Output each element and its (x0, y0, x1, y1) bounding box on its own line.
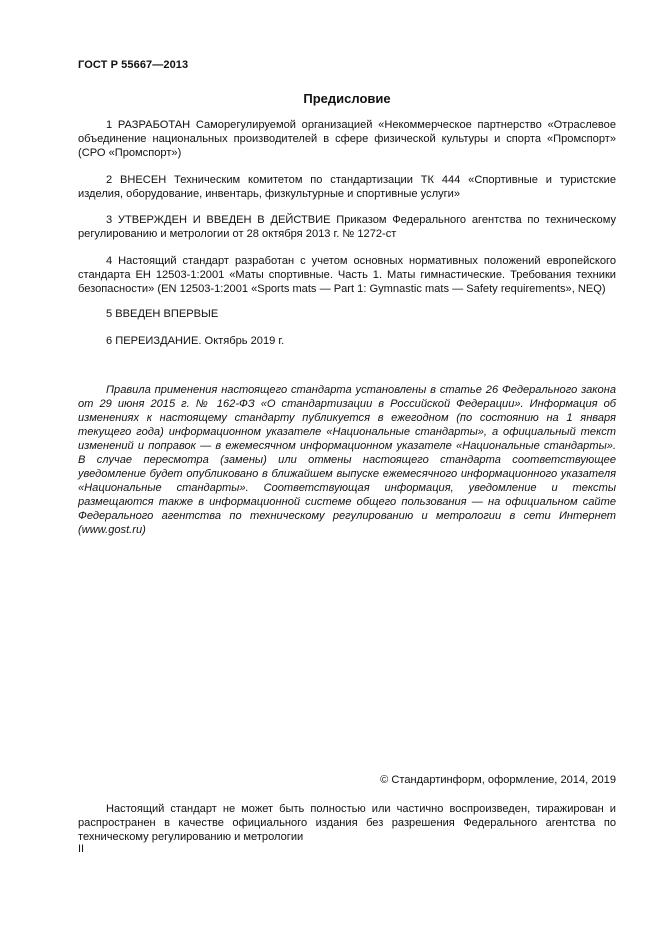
preface-item-6: 6 ПЕРЕИЗДАНИЕ. Октябрь 2019 г. (106, 335, 285, 347)
preface-item-5: 5 ВВЕДЕН ВПЕРВЫЕ (106, 308, 219, 320)
reproduction-notice: Настоящий стандарт не может быть полностью или частично воспроизведен, тиражирован и распространен в качестве официального издания без разрешения Федерального агентства по техническому регулированию и метрологии (78, 803, 616, 843)
preface-item-1: 1 РАЗРАБОТАН Саморегулируемой организацией «Некоммерческое партнерство «Отраслевое объединение национальных производителей в сфере физической культуры и спорта «Промспорт» (СРО «Промспорт») (78, 119, 616, 159)
preface-title: Предисловие (303, 91, 391, 106)
page-number: II (78, 843, 85, 855)
preface-item-2: 2 ВНЕСЕН Техническим комитетом по стандартизации ТК 444 «Спортивные и туристские изделия, оборудование, инвентарь, физкультурные и спортивные услуги» (78, 174, 616, 200)
preface-item-4: 4 Настоящий стандарт разработан с учетом основных нормативных положений европейского стандарта ЕН 12503-1:2001 «Маты спортивные. Часть 1. Маты гимнастические. Требования техники безопасности» (EN 12503-1:2001 «Sports mats — Part 1: Gymnastic mats — Safety requirements», NEQ) (78, 255, 616, 295)
application-rules-notice: Правила применения настоящего стандарта установлены в статье 26 Федерального закона от 29 июня 2015 г. № 162-ФЗ «О стандартизации в Российской Федерации». Информация об изменениях к настоящему стандарту публикуется в ежегодном (по состоянию на 1 января текущего года) информационном указателе «Национальные стандарты», а официальный текст изменений и поправок — в ежемесячном информационном указателе «Национальные стандарты». В случае пересмотра (замены) или отмены настоящего стандарта соответствующее уведомление будет опубликовано в ближайшем выпуске ежемесячного информационного указателя «Национальные стандарты». Соответствующая информация, уведомление и тексты размещаются также в информационной системе общего пользования — на официальном сайте Федерального агентства по техническому регулированию и метрологии в сети Интернет (www.gost.ru) (78, 384, 616, 536)
preface-item-3: 3 УТВЕРЖДЕН И ВВЕДЕН В ДЕЙСТВИЕ Приказом Федерального агентства по техническому регулированию и метрологии от 28 октября 2013 г. № 1272-ст (78, 214, 616, 240)
document-code: ГОСТ Р 55667—2013 (78, 59, 189, 71)
copyright-line: © Стандартинформ, оформление, 2014, 2019 (380, 774, 616, 786)
